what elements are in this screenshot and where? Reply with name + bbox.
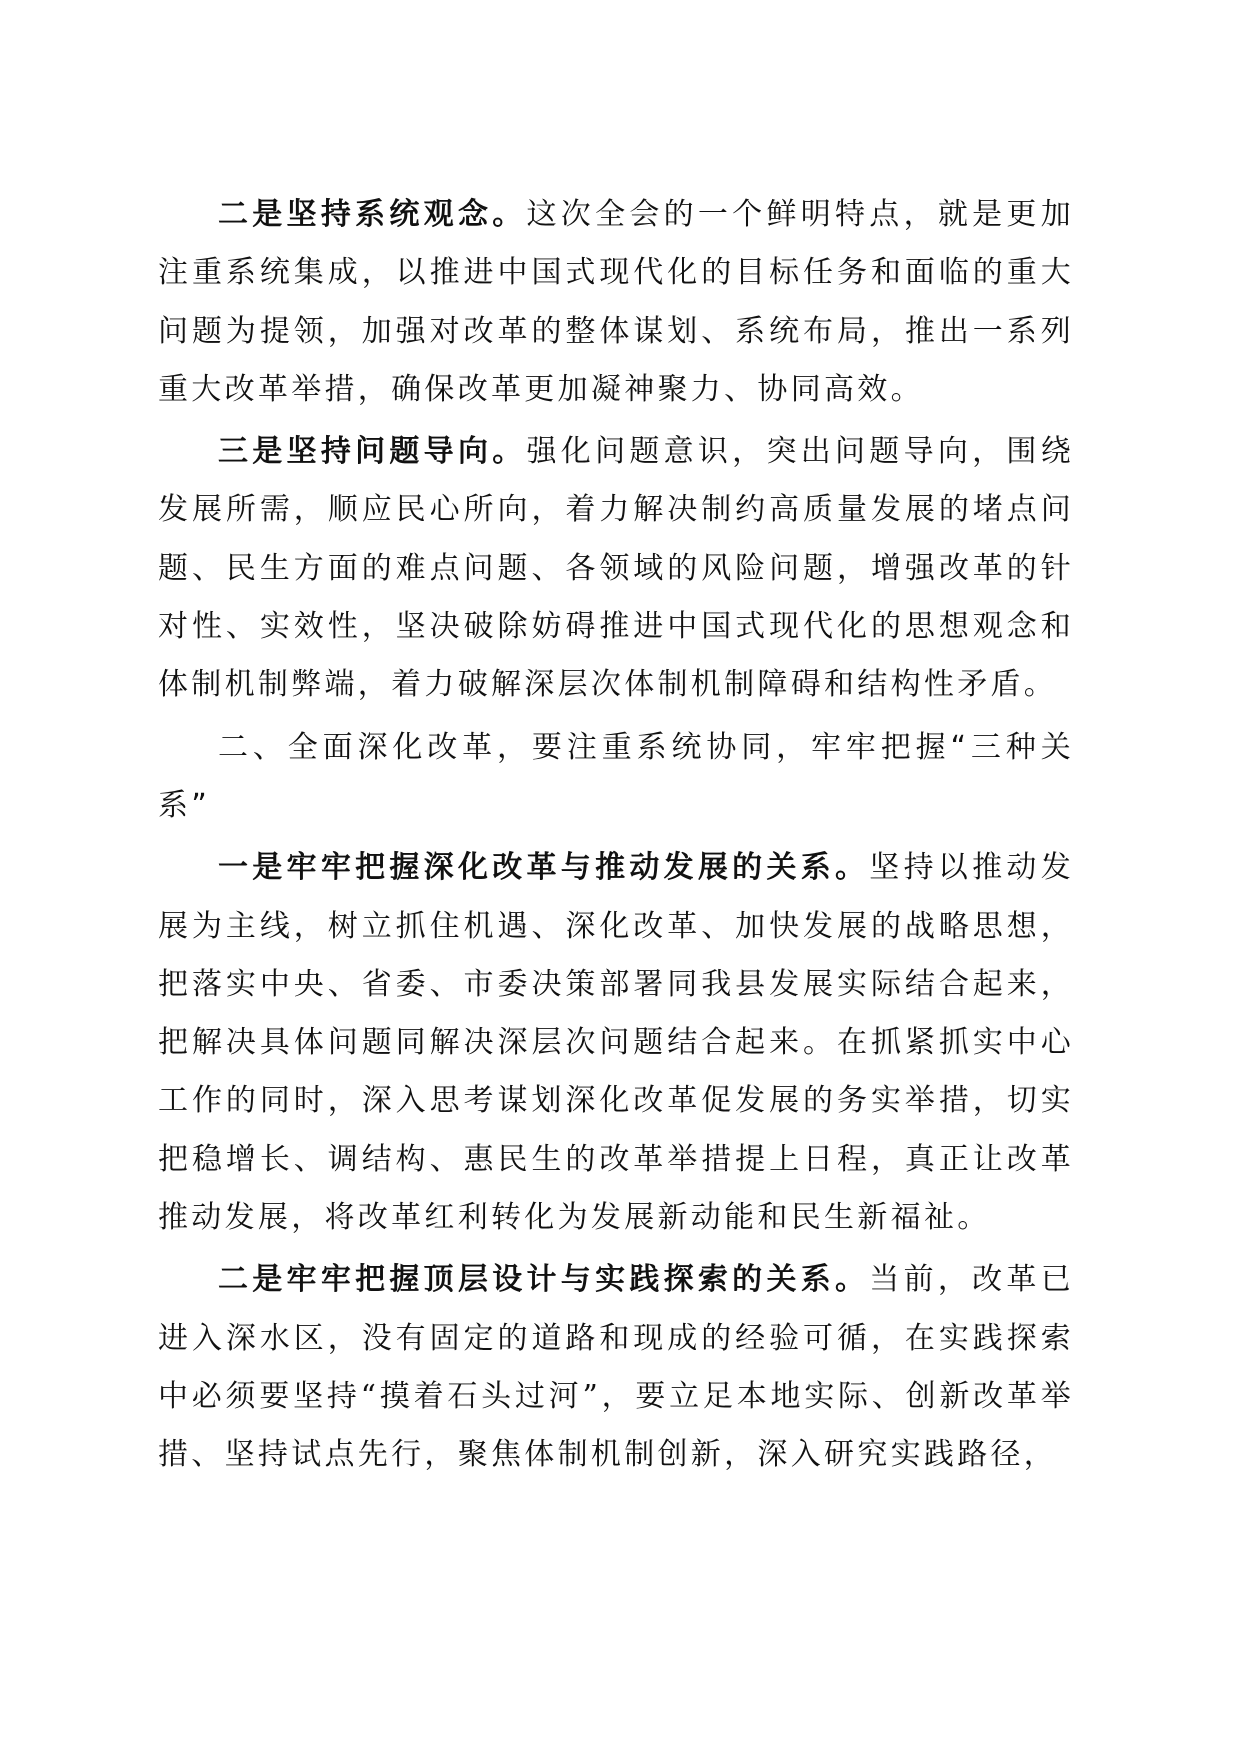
section-heading: 二、全面深化改革，要注重系统协同，牢牢把握“三种关系”	[158, 729, 1074, 823]
paragraph-top-design-practice	[158, 1251, 1074, 1484]
paragraph-body: 当前，改革已进入深水区，没有固定的道路和现成的经验可循，在实践探索中必须要坚持“摸着石头过河”，要立足本地实际、创新改革举措、坚持试点先行，聚焦体制机制创新，深入研究实践路径，	[158, 1262, 1074, 1473]
paragraph-lead: 二是坚持系统观念。	[218, 197, 527, 232]
paragraph-lead: 三是坚持问题导向。	[218, 434, 527, 470]
paragraph-problem-oriented	[158, 423, 1074, 714]
paragraph-lead: 二是牢牢把握顶层设计与实践探索的关系。	[218, 1262, 870, 1298]
paragraph-system-concept	[158, 186, 1074, 419]
paragraph-body: 坚持以推动发展为主线，树立抓住机遇、深化改革、加快发展的战略思想，把落实中央、省委、市委决策部署同我县发展实际结合起来，把解决具体问题同解决深层次问题结合起来。在抓紧抓实中心工作的同时，深入思考谋划深化改革促发展的务实举措，切实把稳增长、调结构、惠民生的改革举措提上日程，真正让改革推动发展，将改革红利转化为发展新动能和民生新福祉。	[158, 850, 1074, 1236]
document-page	[158, 186, 1074, 1489]
paragraph-body: 强化问题意识，突出问题导向，围绕发展所需，顺应民心所向，着力解决制约高质量发展的堵点问题、民生方面的难点问题、各领域的风险问题，增强改革的针对性、实效性，坚决破除妨碍推进中国式现代化的思想观念和体制机制弊端，着力破解深层次体制机制障碍和结构性矛盾。	[158, 434, 1074, 703]
paragraph-reform-development	[158, 839, 1074, 1247]
paragraph-body: 这次全会的一个鲜明特点，就是更加注重系统集成，以推进中国式现代化的目标任务和面临的重大问题为提领，加强对改革的整体谋划、系统布局，推出一系列重大改革举措，确保改革更加凝神聚力、协同高效。	[158, 197, 1074, 407]
paragraph-lead: 一是牢牢把握深化改革与推动发展的关系。	[218, 850, 870, 886]
